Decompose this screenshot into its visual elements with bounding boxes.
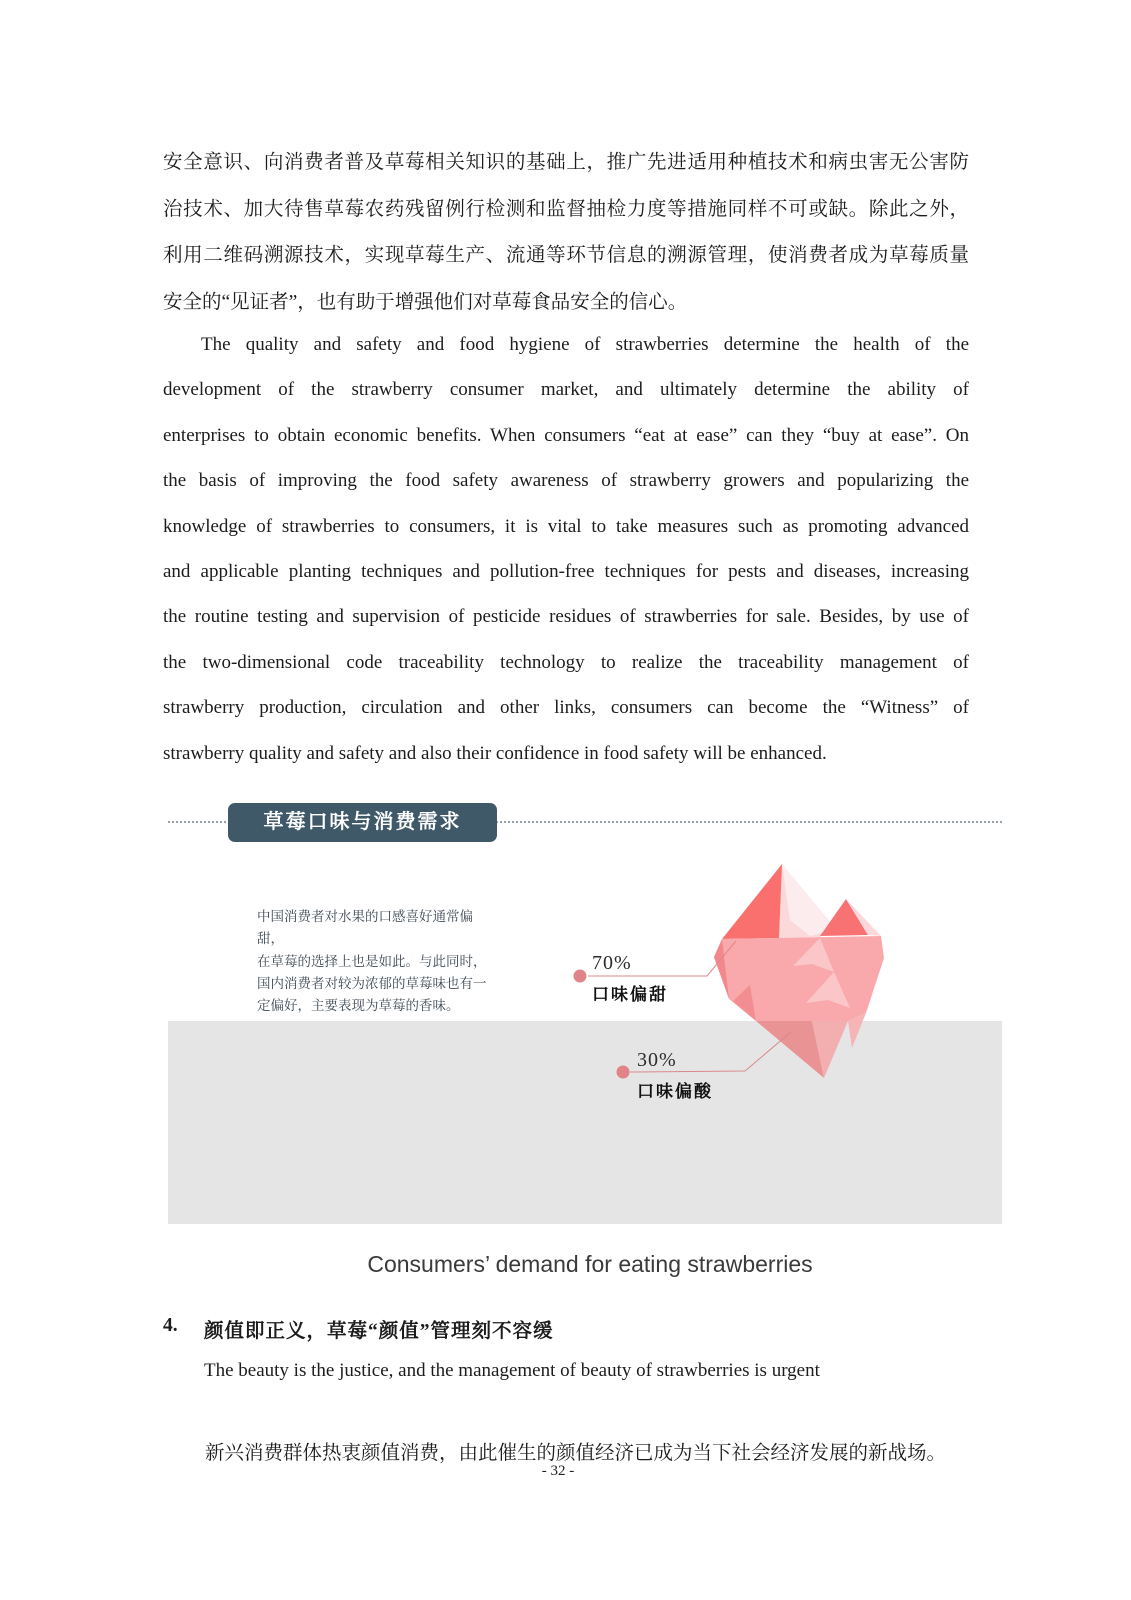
- section-number: 4.: [163, 1315, 178, 1336]
- sour-percentage: 30%: [637, 1049, 677, 1071]
- paragraph-line: 利用二维码溯源技术，实现草莓生产、流通等环节信息的溯源管理，使消费者成为草莓质量: [163, 245, 969, 266]
- description-line: 在草莓的选择上也是如此。与此同时，: [257, 953, 487, 969]
- paragraph-line: 安全的“见证者”，也有助于增强他们对草莓食品安全的信心。: [163, 291, 688, 313]
- description-line: 国内消费者对较为浓郁的草莓味也有一: [257, 975, 487, 991]
- description-line: 中国消费者对水果的口感喜好通常偏甜，: [257, 909, 473, 947]
- section-title-english: The beauty is the justice, and the management of beauty of strawberries is urgent: [204, 1360, 820, 1381]
- description-line: 定偏好，主要表现为草莓的香味。: [257, 998, 460, 1014]
- paragraph-line: the routine testing and supervision of pesticide residues of strawberries for sale. Besides, by use of: [163, 606, 969, 628]
- infographic-title-badge: 草莓口味与消费需求: [228, 803, 497, 842]
- paragraph-line: knowledge of strawberries to consumers, it is vital to take measures such as promoting advanced: [163, 515, 969, 537]
- page-number: - 32 -: [541, 1463, 575, 1479]
- paragraph-line: enterprises to obtain economic benefits. When consumers “eat at ease” can they “buy at ease”. On: [163, 424, 969, 446]
- paragraph-line: 治技术、加大待售草莓农药残留例行检测和监督抽检力度等措施同样不可或缺。除此之外，: [163, 198, 969, 220]
- sweet-percentage: 70%: [592, 952, 632, 974]
- label-dot-sweet: [574, 970, 587, 983]
- sour-label: 口味偏酸: [637, 1082, 713, 1101]
- paragraph-line: the two-dimensional code traceability technology to realize the traceability management of: [163, 651, 969, 673]
- paragraph-line: development of the strawberry consumer market, and ultimately determine the ability of: [163, 379, 969, 401]
- paragraph-line: the basis of improving the food safety awareness of strawberry growers and popularizing the: [163, 470, 969, 492]
- paragraph-line: strawberry production, circulation and other links, consumers can become the “Witness” of: [163, 697, 969, 719]
- sweet-label: 口味偏甜: [592, 985, 668, 1004]
- paragraph-line: 安全意识、向消费者普及草莓相关知识的基础上，推广先进适用种植技术和病虫害无公害防: [163, 152, 969, 173]
- figure-caption: Consumers’ demand for eating strawberries: [367, 1251, 813, 1277]
- closing-paragraph-line: 新兴消费群体热衷颜值消费，由此催生的颜值经济已成为当下社会经济发展的新战场。: [205, 1443, 947, 1464]
- paragraph-line: and applicable planting techniques and pollution-free techniques for pests and diseases, increasing: [163, 561, 969, 583]
- paragraph-english: [163, 322, 969, 776]
- label-dot-sour: [617, 1066, 630, 1079]
- infographic-description: [257, 906, 487, 1017]
- section-title-chinese: 颜值即正义，草莓“颜值”管理刻不容缓: [204, 1321, 554, 1342]
- paragraph-line: The quality and safety and food hygiene of strawberries determine the health of the: [201, 334, 969, 355]
- paragraph-line: strawberry quality and safety and also their confidence in food safety will be enhanced.: [163, 742, 827, 764]
- paragraph-chinese: [163, 140, 969, 326]
